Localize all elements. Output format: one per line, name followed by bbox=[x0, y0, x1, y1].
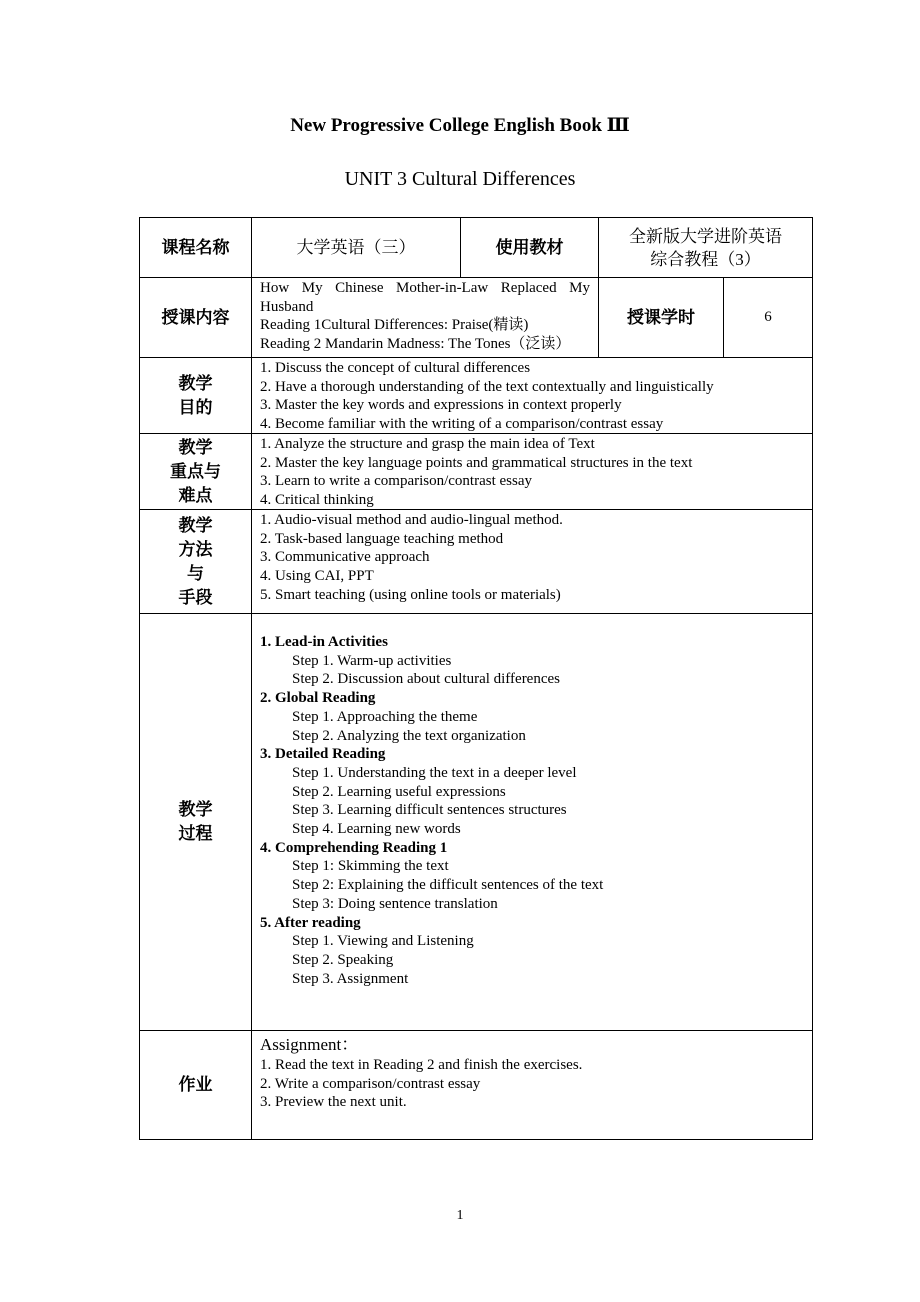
process-step: Step 1. Understanding the text in a deeper level bbox=[292, 764, 577, 781]
process-step: Step 3: Doing sentence translation bbox=[292, 895, 498, 912]
list-item: 1. Discuss the concept of cultural differences bbox=[260, 360, 531, 376]
textbook-line: 全新版大学进阶英语 bbox=[629, 226, 782, 246]
list-item: 3. Preview the next unit. bbox=[260, 1094, 407, 1111]
process-section-heading: 2. Global Reading bbox=[260, 690, 376, 707]
methods-list bbox=[251, 509, 813, 614]
list-item: 2. Task-based language teaching method bbox=[260, 530, 504, 547]
document-title: New Progressive College English Book Ⅲ bbox=[290, 115, 630, 136]
list-item: 2. Write a comparison/contrast essay bbox=[260, 1075, 481, 1092]
homework-label: 作业 bbox=[139, 1030, 252, 1140]
process-label: 教学 过程 bbox=[139, 613, 252, 1031]
process-step: Step 1. Viewing and Listening bbox=[292, 933, 474, 950]
process-step: Step 2. Learning useful expressions bbox=[292, 783, 506, 800]
list-item: 4. Critical thinking bbox=[260, 492, 374, 509]
process-step: Step 3. Assignment bbox=[292, 970, 409, 987]
process-step: Step 4. Learning new words bbox=[292, 821, 461, 838]
content-line: Husband bbox=[260, 298, 314, 315]
process-section-heading: 4. Comprehending Reading 1 bbox=[260, 839, 448, 856]
objectives-label: 教学 目的 bbox=[139, 357, 252, 434]
process-step: Step 2. Discussion about cultural differences bbox=[292, 671, 560, 688]
list-item: 5. Smart teaching (using online tools or materials) bbox=[260, 586, 561, 603]
content-line: Reading 2 Mandarin Madness: The Tones（泛读） bbox=[260, 336, 571, 353]
list-item: 4. Become familiar with the writing of a comparison/contrast essay bbox=[260, 416, 664, 433]
process-step: Step 1: Skimming the text bbox=[292, 858, 449, 875]
list-item: 1. Audio-visual method and audio-lingual method. bbox=[260, 512, 563, 528]
methods-label: 教学 方法 与 手段 bbox=[139, 509, 252, 614]
homework-list bbox=[251, 1030, 813, 1140]
objectives-list bbox=[251, 357, 813, 434]
unit-title: UNIT 3 Cultural Differences bbox=[344, 168, 576, 190]
textbook-line: 综合教程（3） bbox=[650, 249, 761, 269]
process-step: Step 3. Learning difficult sentences structures bbox=[292, 802, 567, 819]
process-step: Step 1. Approaching the theme bbox=[292, 708, 478, 725]
process-section-heading: 1. Lead-in Activities bbox=[260, 634, 388, 650]
process-step: Step 2: Explaining the difficult sentences of the text bbox=[292, 877, 604, 894]
content-value bbox=[251, 277, 599, 358]
process-list bbox=[251, 613, 813, 1031]
course-label: 课程名称 bbox=[139, 217, 252, 278]
list-item: 4. Using CAI, PPT bbox=[260, 568, 374, 585]
content-line: How My Chinese Mother-in-Law Replaced My bbox=[260, 280, 590, 296]
key-points-label: 教学 重点与 难点 bbox=[139, 433, 252, 510]
hours-value: 6 bbox=[723, 277, 813, 358]
list-item: 3. Master the key words and expressions in context properly bbox=[260, 397, 622, 414]
list-item: 2. Master the key language points and grammatical structures in the text bbox=[260, 454, 693, 471]
process-section-heading: 5. After reading bbox=[260, 914, 361, 931]
process-step: Step 1. Warm-up activities bbox=[292, 652, 452, 669]
list-item: 3. Learn to write a comparison/contrast essay bbox=[260, 473, 532, 490]
content-label: 授课内容 bbox=[139, 277, 252, 358]
textbook-label: 使用教材 bbox=[460, 217, 599, 278]
process-step: Step 2. Speaking bbox=[292, 951, 394, 968]
content-line: Reading 1Cultural Differences: Praise(精读) bbox=[260, 317, 529, 334]
assignment-heading: Assignment： bbox=[260, 1035, 359, 1054]
key-points-list bbox=[251, 433, 813, 510]
course-value: 大学英语（三） bbox=[251, 217, 461, 278]
process-step: Step 2. Analyzing the text organization bbox=[292, 727, 526, 744]
list-item: 2. Have a thorough understanding of the text contextually and linguistically bbox=[260, 378, 714, 395]
page-number: 1 bbox=[456, 1208, 464, 1223]
list-item: 1. Analyze the structure and grasp the main idea of Text bbox=[260, 436, 595, 452]
process-section-heading: 3. Detailed Reading bbox=[260, 746, 386, 763]
list-item: 1. Read the text in Reading 2 and finish the exercises. bbox=[260, 1057, 583, 1073]
list-item: 3. Communicative approach bbox=[260, 549, 430, 566]
hours-label: 授课学时 bbox=[598, 277, 724, 358]
textbook-value bbox=[598, 217, 813, 278]
